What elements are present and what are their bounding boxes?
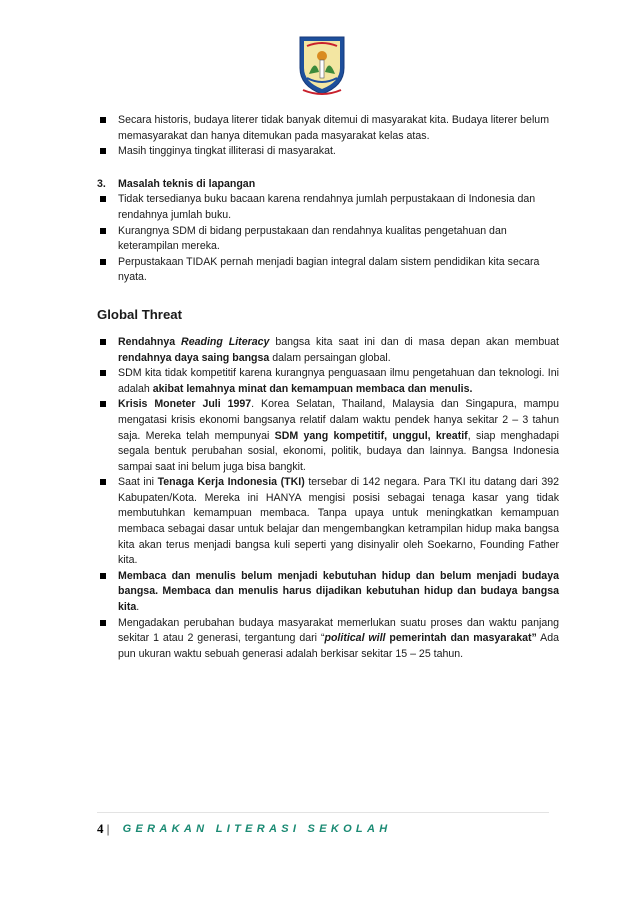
bullet-square-icon (100, 339, 106, 345)
bold-italic-text: Reading Literacy (181, 335, 270, 348)
bullet-square-icon (100, 148, 106, 154)
bullet-square-icon (100, 401, 106, 407)
text: Mengadakan perubahan budaya masyarakat memerlukan suatu proses dan waktu panjang sekitar 1 atau 2 generasi, tergantung dari “ (118, 616, 559, 645)
page-number: 4 (97, 821, 104, 836)
bullet-square-icon (100, 196, 106, 202)
bullet-text: Tidak tersedianya buku bacaan karena rendahnya jumlah perpustakaan di Indonesia dan rendahnya jumlah buku. (118, 193, 536, 221)
bullet-square-icon (100, 117, 106, 123)
bullet-square-icon (100, 479, 106, 485)
text: Saat ini (118, 476, 158, 489)
footer-title: GERAKAN LITERASI SEKOLAH (122, 823, 392, 835)
text: bangsa kita saat ini dan di masa depan akan membuat (269, 335, 560, 348)
global-threat-list (97, 335, 559, 662)
list-item (97, 569, 559, 616)
footer-separator: | (106, 822, 110, 836)
bullet-text: Secara historis, budaya literer tidak banyak ditemui di masyarakat kita. Budaya literer belum memasyarakat dan hanya ditemukan pada masyarakat kelas atas. (118, 114, 550, 142)
list-item (97, 616, 559, 663)
list-item (97, 366, 559, 397)
text: Ada pun ukuran waktu sebuah generasi adalah berkisar sekitar 15 – 25 tahun. (118, 632, 560, 660)
list-item (97, 192, 559, 223)
text: , siap menghadapi segala bentuk perubahan sosial, ekonomi, politik, budaya dan lainnya. Bangsa Indonesia sampai saat ini belum juga bisa bangkit. (118, 429, 559, 473)
bold-text: akibat lemahnya minat dan kemampuan membaca dan menulis. (152, 382, 473, 395)
text: SDM kita tidak kompetitif karena kurangnya penguasaan ilmu pengetahuan dan teknologi. Ini adalah (118, 367, 559, 395)
bold-text: Krisis Moneter Juli 1997 (118, 398, 252, 411)
list-item (97, 397, 559, 475)
bold-text: SDM yang kompetitif, unggul, kreatif (274, 429, 468, 442)
list-item (97, 335, 559, 366)
section-heading (97, 177, 559, 193)
bold-text: rendahnya daya saing bangsa (118, 351, 270, 364)
section-number: 3. (97, 177, 106, 190)
bullet-text: Masih tingginya tingkat illiterasi di masyarakat. (118, 145, 336, 158)
section-title: Masalah teknis di lapangan (118, 177, 256, 190)
text: dalam persaingan global. (269, 351, 391, 364)
bullet-square-icon (100, 573, 106, 579)
bullet-text: Kurangnya SDM di bidang perpustakaan dan rendahnya kualitas pengetahuan dan keterampilan mereka. (118, 224, 507, 253)
list-item (97, 475, 559, 569)
text: . Korea Selatan, Thailand, Malaysia dan Singapura, mampu mengatasi krisis ekonomi bangsanya relatif dalam waktu pendek hanya sekitar 2 – 3 tahun saja. Mereka telah mempunyai (118, 398, 559, 442)
bullet-square-icon (100, 228, 106, 234)
text: . (136, 601, 140, 614)
bold-text: Rendahnya (118, 335, 182, 348)
bullet-square-icon (100, 620, 106, 626)
list-item (97, 113, 559, 144)
bold-text: Membaca dan menulis belum menjadi kebutuhan hidup dan belum menjadi budaya bangsa. Membaca dan menulis harus dijadikan kebutuhan hidup dan budaya bangsa kita (118, 569, 559, 614)
bold-text: pemerintah dan masyarakat” (385, 632, 537, 645)
list-item (97, 144, 559, 160)
bullet-text: Perpustakaan TIDAK pernah menjadi bagian integral dalam sistem pendidikan kita secara nyata. (118, 255, 540, 284)
list-item (97, 224, 559, 255)
page-content (97, 113, 559, 662)
footer-divider (97, 812, 549, 813)
bold-text: Tenaga Kerja Indonesia (TKI) (157, 476, 305, 489)
bullet-square-icon (100, 370, 106, 376)
list-item (97, 255, 559, 286)
text: tersebar di 142 negara. Para TKI itu datang dari 392 Kabupaten/Kota. Mereka ini HANYA mengisi posisi sebagai tenaga kasar yang tidak membutuhkan kemampuan membaca. Tanpa upaya untuk meningkatkan kemampuan membaca sebagai dasar untuk belajar dan mengembangkan ketrampilan hidup maka bangsa kita akan terus menjadi bangsa kuli seperti yang disinyalir oleh Soekarno, Founding Father kita. (118, 476, 560, 567)
global-threat-heading: Global Threat (97, 306, 182, 322)
bold-italic-text: political will (324, 632, 386, 645)
east-java-emblem-icon (297, 34, 347, 96)
bullet-square-icon (100, 259, 106, 265)
page-footer (97, 820, 391, 838)
